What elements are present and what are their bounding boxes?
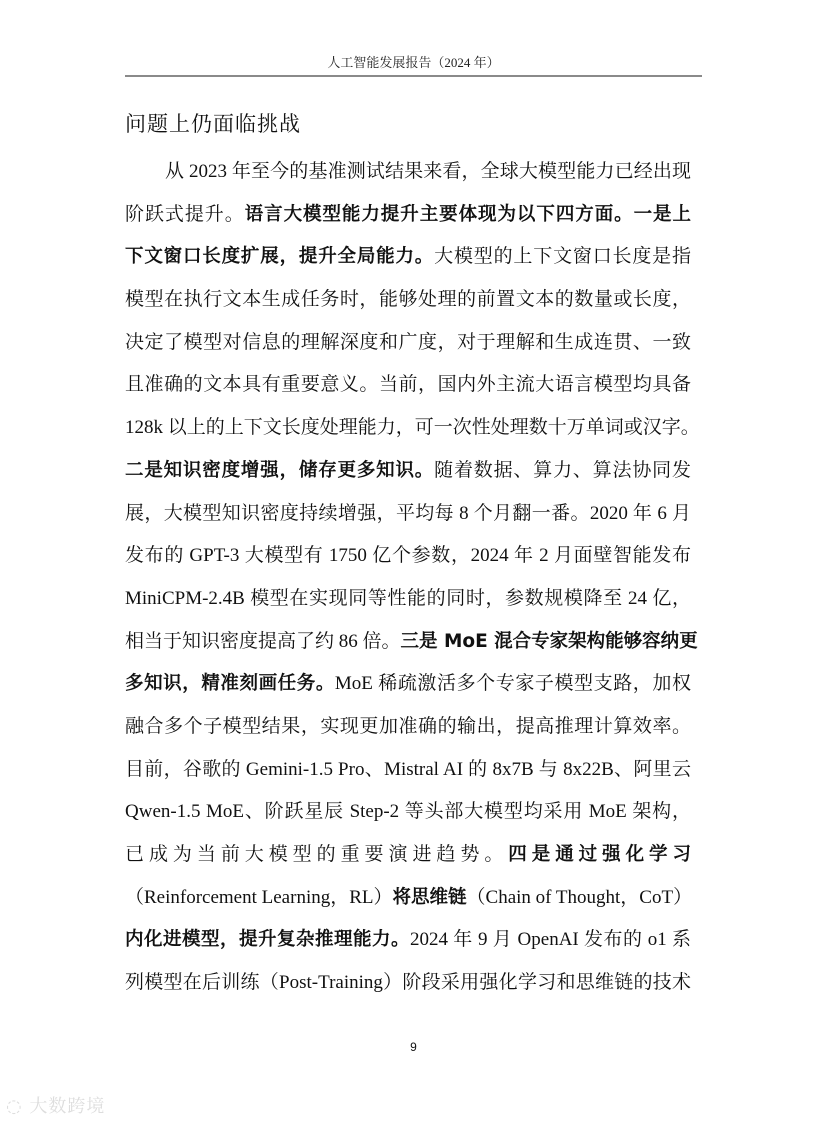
running-header: 人工智能发展报告（2024 年）	[327, 55, 500, 70]
body-text: 已成为当前大模型的重要演进趋势。	[125, 844, 509, 865]
text-line	[125, 199, 691, 242]
body-text: 且准确的文本具有重要意义。当前，国内外主流大语言模型均具备	[125, 374, 691, 396]
bold-text: 内化进模型，提升复杂推理能力。	[125, 929, 411, 951]
bold-text: 将思维链	[392, 886, 467, 908]
body-text: 模型在执行文本生成任务时，能够处理的前置文本的数量或长度，	[125, 289, 691, 311]
body-text: （Chain of Thought，CoT）	[466, 886, 693, 908]
body-text: 从 2023 年至今的基准测试结果来看，全球大模型能力已经出现	[165, 161, 691, 182]
section-heading-continued: 问题上仍面临挑战	[125, 112, 301, 136]
text-line	[125, 924, 691, 967]
bold-text: 四是通过强化学习	[508, 844, 691, 865]
text-line	[125, 583, 691, 626]
body-text: 决定了模型对信息的理解深度和广度，对于理解和生成连贯、一致	[125, 331, 691, 353]
body-text: 随着数据、算力、算法协同发	[434, 459, 691, 481]
text-line	[125, 412, 700, 455]
body-text: 2024 年 9 月 OpenAI 发布的 o1 系	[410, 929, 691, 951]
text-line	[125, 455, 691, 498]
text-line	[125, 754, 691, 797]
body-text: 展，大模型知识密度持续增强，平均每 8 个月翻一番。2020 年 6 月	[125, 502, 691, 524]
bold-text: 语言大模型能力提升主要体现为以下四方面。一是上	[244, 203, 691, 225]
body-text: Qwen-1.5 MoE、阶跃星辰 Step-2 等头部大模型均采用 MoE 架构，	[125, 801, 691, 823]
text-line	[125, 668, 691, 711]
text-line	[125, 626, 698, 669]
body-text: 大模型的上下文窗口长度是指	[434, 246, 691, 268]
body-text: 阶跃式提升。	[125, 203, 245, 225]
bold-text: 多知识，精准刻画任务。	[125, 673, 335, 695]
header-divider	[125, 75, 702, 77]
body-text: 列模型在后训练（Post-Training）阶段采用强化学习和思维链的技术	[125, 972, 691, 994]
bold-text: 二是知识密度增强，储存更多知识。	[125, 459, 435, 481]
text-line	[125, 369, 691, 412]
body-text: 目前，谷歌的 Gemini-1.5 Pro、Mistral AI 的 8x7B 与 8x22B、阿里云	[125, 758, 691, 780]
text-line	[125, 967, 691, 1010]
paragraph	[125, 156, 700, 1010]
text-line	[125, 498, 691, 541]
text-line	[125, 711, 691, 754]
body-text: 发布的 GPT-3 大模型有 1750 亿个参数，2024 年 2 月面壁智能发布	[125, 545, 691, 567]
bold-text: 三是 MoE 混合专家架构能够容纳更	[400, 630, 698, 652]
text-line	[125, 156, 691, 199]
text-line	[125, 839, 691, 882]
text-line	[125, 284, 691, 327]
text-line	[125, 796, 691, 839]
text-line	[125, 327, 691, 370]
page-number: 9	[410, 1040, 417, 1054]
body-text: （Reinforcement Learning，RL）	[125, 886, 393, 908]
body-text: 128k 以上的上下文长度处理能力，可一次性处理数十万单词或汉字。	[125, 417, 700, 439]
body-text: 相当于知识密度提高了约 86 倍。	[125, 630, 401, 652]
body-text: MiniCPM-2.4B 模型在实现同等性能的同时，参数规模降至 24 亿，	[125, 587, 691, 609]
text-line	[125, 241, 691, 284]
body-text: 融合多个子模型结果，实现更加准确的输出，提高推理计算效率。	[125, 715, 691, 737]
text-line	[125, 540, 691, 583]
text-line	[125, 882, 691, 925]
body-text: MoE 稀疏激活多个专家子模型支路，加权	[334, 673, 691, 695]
bold-text: 下文窗口长度扩展，提升全局能力。	[125, 246, 435, 268]
watermark-logo: ◌ 大数跨境	[6, 1096, 106, 1117]
